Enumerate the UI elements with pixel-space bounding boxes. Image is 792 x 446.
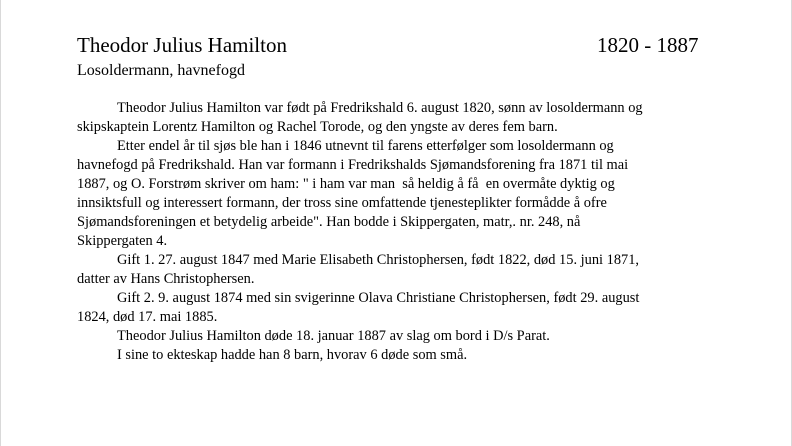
biography-text [77, 99, 717, 365]
text-line: Theodor Julius Hamilton var født på Fredrikshald 6. august 1820, sønn av losoldermann og [117, 100, 643, 116]
text-line: Gift 1. 27. august 1847 med Marie Elisabeth Christophersen, født 1822, død 15. juni 1871, [117, 252, 639, 268]
text-line: Etter endel år til sjøs ble han i 1846 utnevnt til farens etterfølger som losoldermann og [117, 138, 614, 154]
text-line: havnefogd på Fredrikshald. Han var formann i Fredrikshalds Sjømandsforening fra 1871 til mai [77, 157, 629, 173]
life-years: 1820 - 1887 [597, 33, 699, 57]
text-line: innsiktsfull og interessert formann, der tross sine omfattende tjenesteplikter formådde å ofre [77, 195, 607, 211]
text-line: datter av Hans Christophersen. [77, 271, 255, 287]
text-line: 1887, og O. Forstrøm skriver om ham: " i ham var man så heldig å få en overmåte dyktig og [77, 176, 615, 192]
text-line: 1824, død 17. mai 1885. [77, 309, 218, 325]
text-line: Sjømandsforeningen et betydelig arbeide". Han bodde i Skippergaten, matr,. nr. 248, nå [77, 214, 581, 230]
text-line: Gift 2. 9. august 1874 med sin svigerinne Olava Christiane Christophersen, født 29. august [117, 290, 640, 306]
text-line: Skippergaten 4. [77, 233, 168, 249]
text-line: Theodor Julius Hamilton døde 18. januar 1887 av slag om bord i D/s Parat. [117, 328, 550, 344]
text-line: skipskaptein Lorentz Hamilton og Rachel Torode, og den yngste av deres fem barn. [77, 119, 558, 135]
text-line: I sine to ekteskap hadde han 8 barn, hvorav 6 døde som små. [117, 347, 468, 363]
person-name-heading: Theodor Julius Hamilton [77, 33, 287, 57]
occupation-subtitle: Losoldermann, havnefogd [77, 62, 245, 79]
